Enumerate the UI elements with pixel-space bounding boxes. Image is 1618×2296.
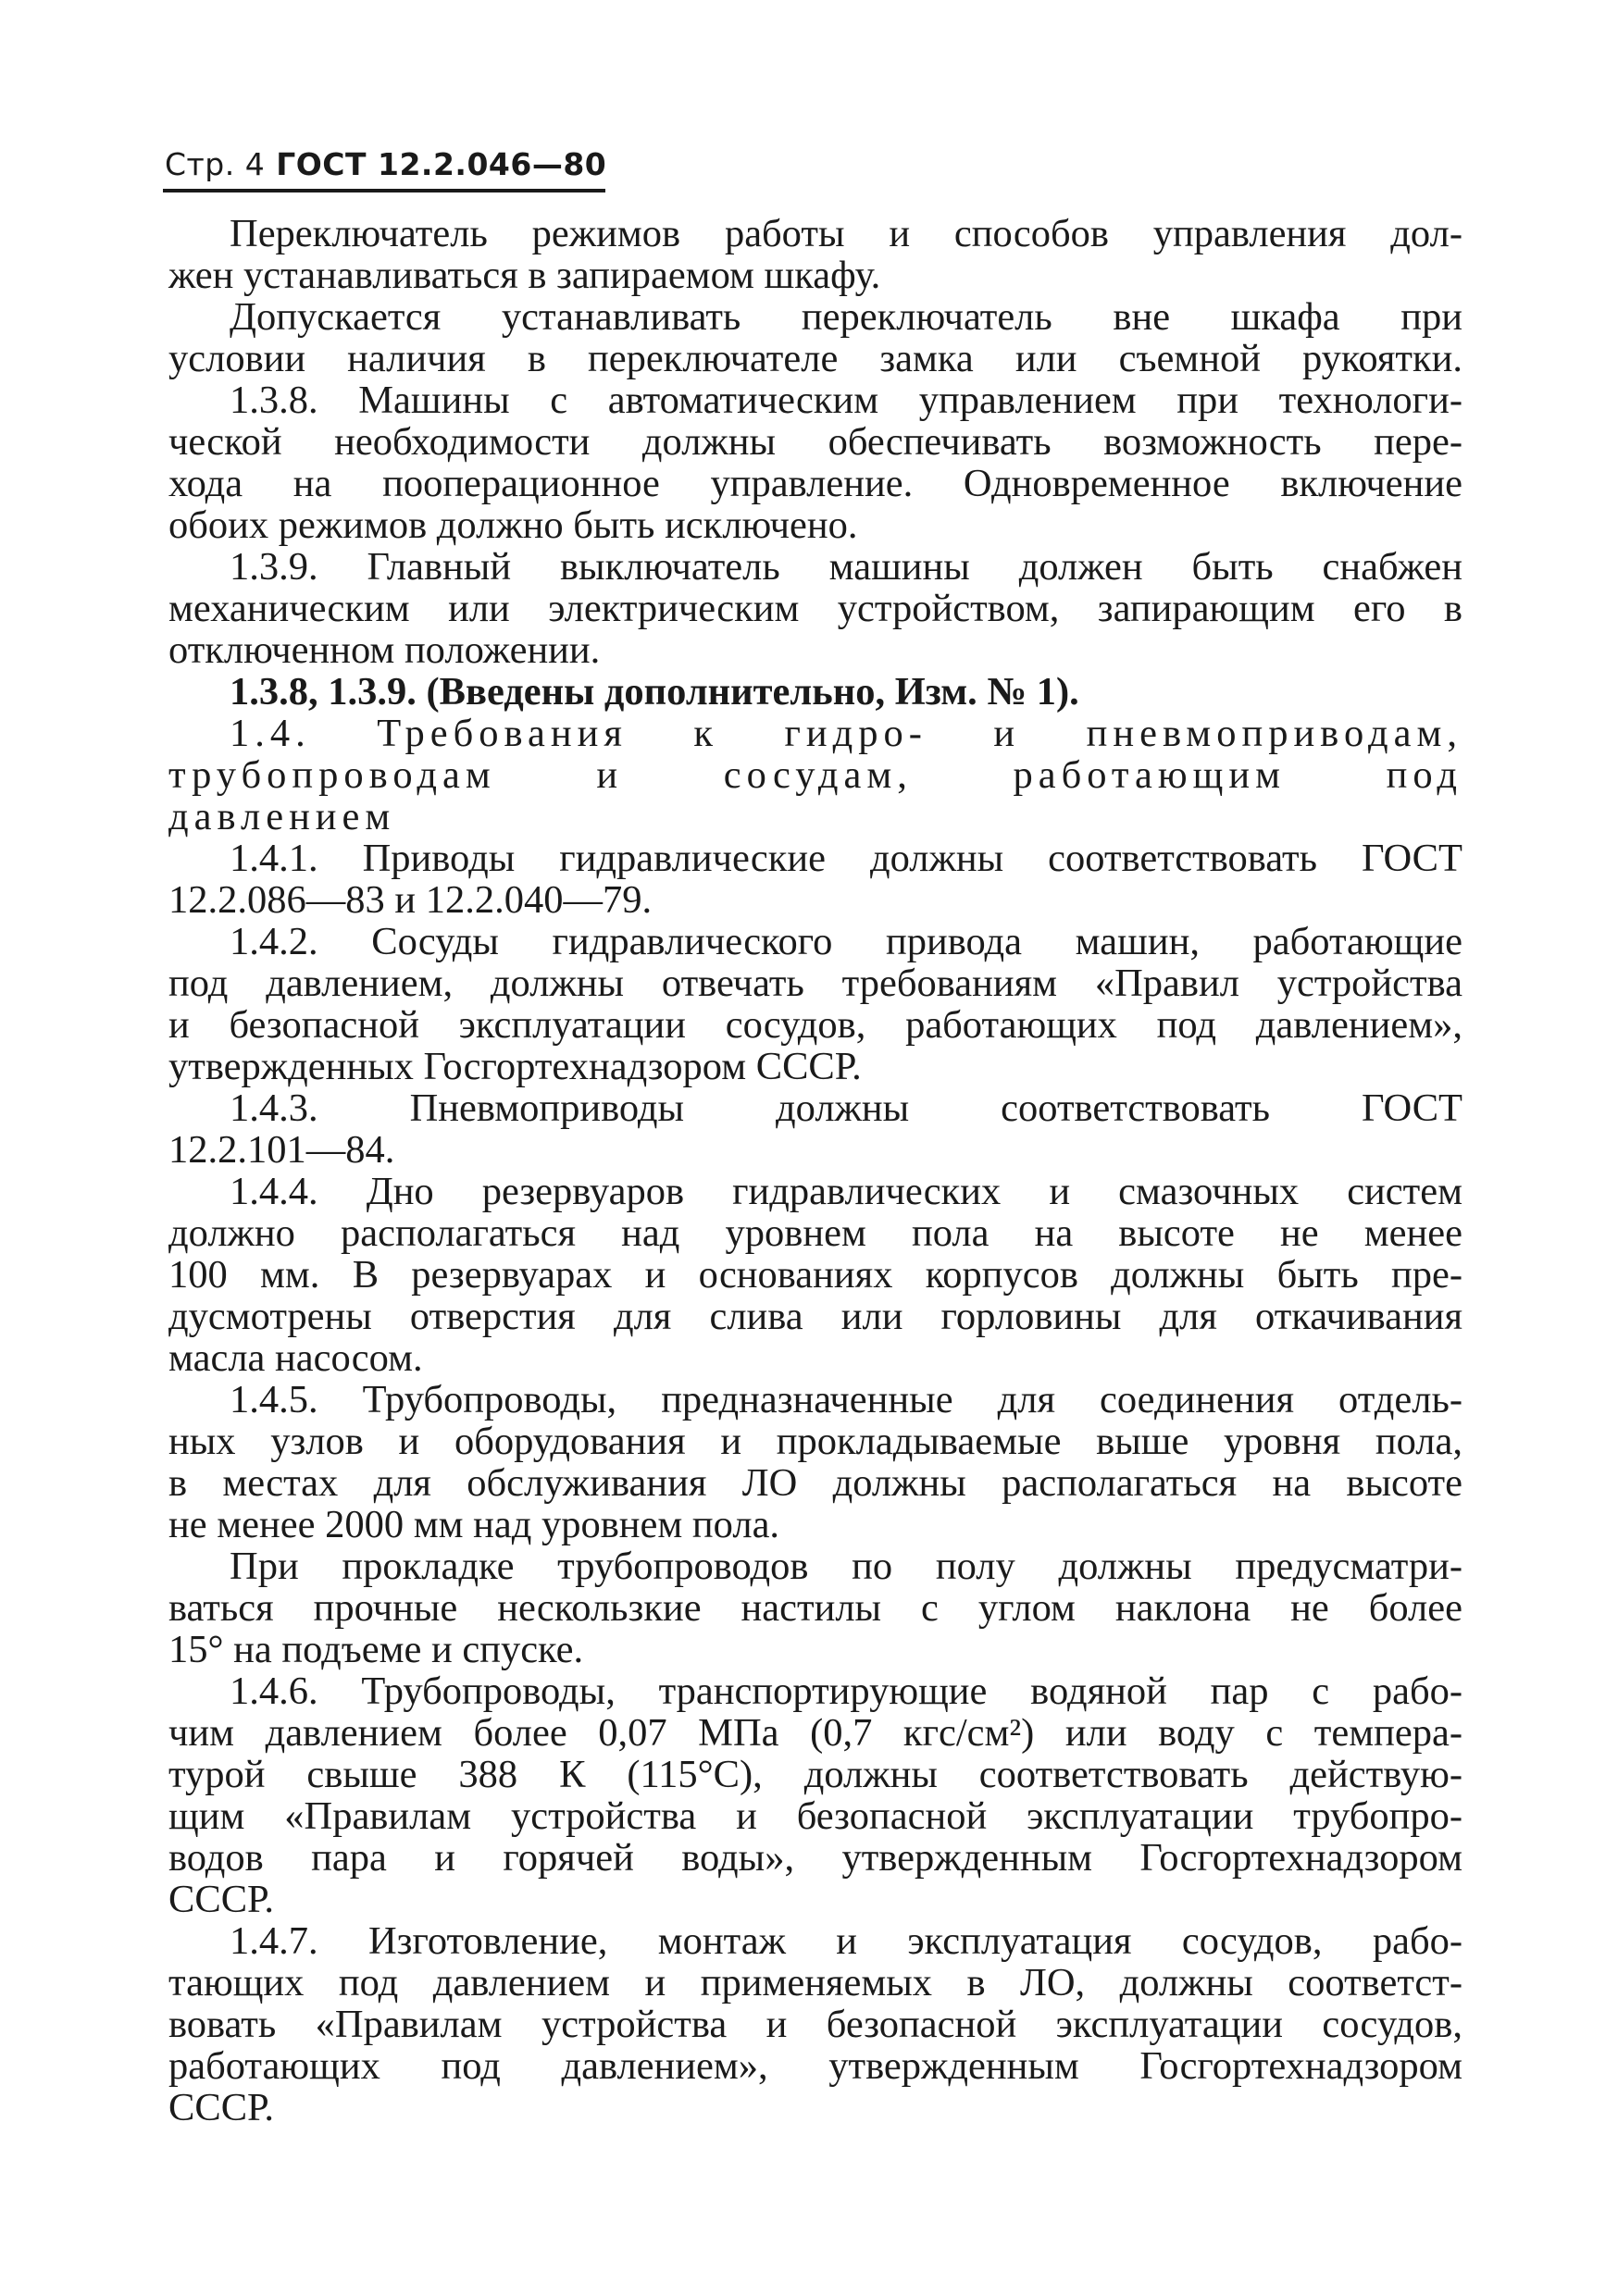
text-line: работающих под давлением», утвержденным Госгортехнадзором xyxy=(168,2044,1462,2088)
text-line: 1.4.3. Пневмоприводы должны соответствовать ГОСТ xyxy=(230,1086,1462,1130)
text-line: водов пара и горячей воды», утвержденным Госгортехнадзором xyxy=(168,1836,1462,1880)
text-line: должно располагаться над уровнем пола на высоте не менее xyxy=(168,1211,1462,1255)
paragraph-1-4-7 xyxy=(168,1920,1462,2128)
paragraph-1-3-9 xyxy=(168,546,1462,671)
paragraph-1-4-1 xyxy=(168,838,1462,921)
text-line: СССР. xyxy=(168,1878,274,1921)
paragraph-1-4-4 xyxy=(168,1171,1462,1379)
text-line: При прокладке трубопроводов по полу должны предусматри- xyxy=(230,1545,1462,1588)
paragraph-amendment-note xyxy=(168,671,1462,713)
text-line: чим давлением более 0,07 МПа (0,7 кгс/см²) или воду с темпера- xyxy=(168,1711,1462,1755)
text-line: щим «Правилам устройства и безопасной эксплуатации трубопро- xyxy=(168,1794,1462,1838)
text-line: условии наличия в переключателе замка или съемной рукоятки. xyxy=(168,337,1462,380)
paragraph-floor-piping xyxy=(168,1545,1462,1670)
text-line: вовать «Правилам устройства и безопасной эксплуатации сосудов, xyxy=(168,2003,1462,2046)
paragraph-1-4-2 xyxy=(168,921,1462,1087)
text-line: СССР. xyxy=(168,2086,274,2129)
text-line: 1.3.8. Машины с автоматическим управлением при технологи- xyxy=(230,379,1462,422)
text-line: 1.3.8, 1.3.9. (Введены дополнительно, Изм. № 1). xyxy=(230,670,1079,714)
text-line: Переключатель режимов работы и способов управления дол- xyxy=(230,212,1462,255)
text-line: 1.4.4. Дно резервуаров гидравлических и смазочных систем xyxy=(230,1170,1462,1213)
text-line: масла насосом. xyxy=(168,1336,423,1380)
text-line: 1.4.5. Трубопроводы, предназначенные для соединения отдель- xyxy=(230,1378,1462,1421)
text-line: трубопроводам и сосудам, работающим под xyxy=(168,753,1462,797)
paragraph-1-4-5 xyxy=(168,1379,1462,1545)
text-line: отключенном положении. xyxy=(168,628,601,672)
text-line: давлением xyxy=(168,795,396,838)
paragraph-switch-cabinet xyxy=(168,213,1462,296)
text-line: 12.2.101—84. xyxy=(168,1128,395,1172)
text-line: обоих режимов должно быть исключено. xyxy=(168,503,858,547)
text-line: 1.4.7. Изготовление, монтаж и эксплуатация сосудов, рабо- xyxy=(230,1919,1462,1963)
text-line: жен устанавливаться в запираемом шкафу. xyxy=(168,254,881,297)
paragraph-1-3-8 xyxy=(168,379,1462,546)
text-line: 1.4.6. Трубопроводы, транспортирующие водяной пар с рабо- xyxy=(230,1669,1462,1713)
text-line: 12.2.086—83 и 12.2.040—79. xyxy=(168,878,653,922)
text-line: под давлением, должны отвечать требованиям «Правил устройства xyxy=(168,962,1462,1005)
text-line: 1.3.9. Главный выключатель машины должен быть снабжен xyxy=(230,545,1462,589)
text-line: хода на пооперационное управление. Одновременное включение xyxy=(168,462,1462,505)
body-text xyxy=(168,213,1462,2128)
text-line: ческой необходимости должны обеспечивать возможность пере- xyxy=(168,420,1462,464)
text-line: ных узлов и оборудования и прокладываемые выше уровня пола, xyxy=(168,1420,1462,1463)
text-line: дусмотрены отверстия для слива или горловины для откачивания xyxy=(168,1295,1462,1338)
text-line: 15° на подъеме и спуске. xyxy=(168,1628,584,1671)
text-line: ваться прочные нескользкие настилы с углом наклона не более xyxy=(168,1586,1462,1630)
text-line: 1.4.1. Приводы гидравлические должны соответствовать ГОСТ xyxy=(230,837,1462,880)
text-line: турой свыше 388 К (115°С), должны соответствовать действую- xyxy=(168,1753,1462,1796)
text-line: Допускается устанавливать переключатель вне шкафа при xyxy=(230,295,1462,339)
section-heading-1-4 xyxy=(168,713,1462,838)
text-line: в местах для обслуживания ЛО должны располагаться на высоте xyxy=(168,1461,1462,1505)
text-line: тающих под давлением и применяемых в ЛО, должны соответст- xyxy=(168,1961,1462,2004)
text-line: и безопасной эксплуатации сосудов, работающих под давлением», xyxy=(168,1003,1462,1047)
page-number: Стр. 4 xyxy=(165,146,266,182)
page-header xyxy=(165,146,606,183)
text-line: механическим или электрическим устройством, запирающим его в xyxy=(168,587,1462,630)
header-rule xyxy=(163,189,605,192)
standard-code: ГОСТ 12.2.046—80 xyxy=(276,146,607,182)
text-line: 100 мм. В резервуарах и основаниях корпусов должны быть пре- xyxy=(168,1253,1462,1297)
text-line: 1.4. Требования к гидро- и пневмоприводам, xyxy=(230,712,1462,755)
paragraph-1-4-3 xyxy=(168,1087,1462,1171)
text-line: не менее 2000 мм над уровнем пола. xyxy=(168,1503,780,1546)
text-line: 1.4.2. Сосуды гидравлического привода машин, работающие xyxy=(230,920,1462,963)
text-line: утвержденных Госгортехнадзором СССР. xyxy=(168,1045,862,1088)
paragraph-1-4-6 xyxy=(168,1670,1462,1920)
paragraph-switch-outside xyxy=(168,296,1462,379)
